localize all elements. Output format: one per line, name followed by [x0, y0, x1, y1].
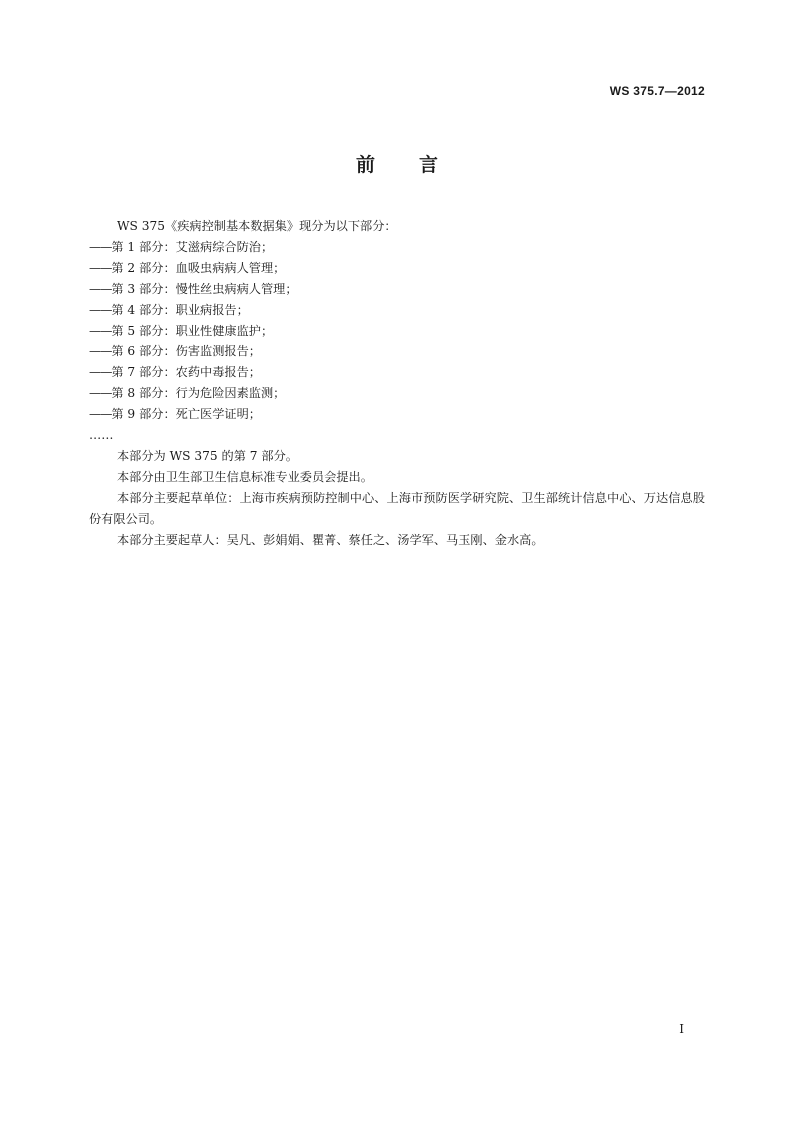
part-list-item	[89, 300, 705, 321]
title-char-1: 前	[355, 154, 375, 176]
part-list-item	[89, 258, 705, 279]
part-text: 第 8 部分：行为危险因素监测；	[111, 386, 286, 401]
title-char-2: 言	[419, 154, 439, 176]
dash-marker: ——	[89, 365, 112, 380]
page-number: I	[679, 1022, 684, 1036]
dash-marker: ——	[89, 239, 112, 254]
part-text: 第 4 部分：职业病报告；	[111, 302, 249, 317]
part-text: 第 9 部分：死亡医学证明；	[111, 407, 261, 422]
part-list-item	[89, 404, 705, 425]
part-text: 第 3 部分：慢性丝虫病病人管理；	[111, 281, 298, 296]
dash-marker: ——	[89, 407, 112, 422]
drafting-units-paragraph: 本部分主要起草单位：上海市疾病预防控制中心、上海市预防医学研究院、卫生部统计信息中心、万达信息股份有限公司。	[89, 490, 705, 526]
dash-marker: ——	[89, 260, 112, 275]
standard-code: WS 375.7—2012	[609, 84, 705, 98]
dash-marker: ——	[89, 281, 112, 296]
part-text: 第 1 部分：艾滋病综合防治；	[111, 239, 274, 254]
dash-marker: ——	[89, 323, 112, 338]
part-list-item	[89, 341, 705, 362]
page-title	[0, 150, 794, 177]
dash-marker: ——	[89, 344, 112, 359]
part-list-item	[89, 237, 705, 258]
drafters-paragraph: 本部分主要起草人：吴凡、彭娟娟、瞿菁、蔡任之、汤学军、马玉刚、金水高。	[117, 532, 544, 547]
list-ellipsis: ……	[89, 428, 114, 443]
proposed-by-paragraph: 本部分由卫生部卫生信息标准专业委员会提出。	[117, 469, 373, 484]
part-list-item	[89, 362, 705, 383]
this-part-paragraph: 本部分为 WS 375 的第 7 部分。	[117, 448, 298, 463]
foreword-body	[89, 216, 705, 551]
part-text: 第 6 部分：伤害监测报告；	[111, 344, 261, 359]
intro-paragraph: WS 375《疾病控制基本数据集》现分为以下部分：	[117, 219, 397, 233]
part-text: 第 7 部分：农药中毒报告；	[111, 365, 261, 380]
part-text: 第 5 部分：职业性健康监护；	[111, 323, 274, 338]
part-text: 第 2 部分：血吸虫病病人管理；	[111, 260, 286, 275]
part-list-item	[89, 279, 705, 300]
part-list-item	[89, 383, 705, 404]
part-list-item	[89, 321, 705, 342]
dash-marker: ——	[89, 386, 112, 401]
dash-marker: ——	[89, 302, 112, 317]
